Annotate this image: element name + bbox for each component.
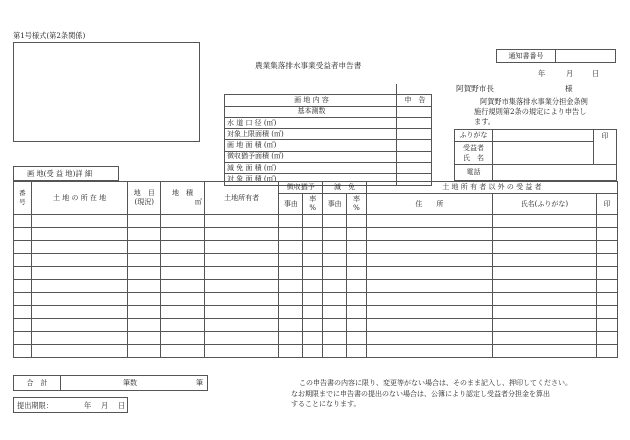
cell-address[interactable] [366, 345, 492, 358]
cell-owner[interactable] [204, 306, 279, 319]
cell-exemption-reason[interactable] [323, 319, 347, 332]
cell-location[interactable] [31, 319, 127, 332]
col-address: 住 所 [366, 194, 492, 215]
cell-area[interactable] [161, 241, 205, 254]
applicant-table [454, 129, 617, 181]
cell-address[interactable] [366, 228, 492, 241]
cell-number[interactable] [14, 319, 32, 332]
col-name-kana: 氏名(ふりがな) [492, 194, 596, 215]
cell-deferment-rate[interactable] [303, 280, 323, 293]
cell-location[interactable] [31, 293, 127, 306]
cell-owner[interactable] [204, 319, 279, 332]
cell-owner[interactable] [204, 267, 279, 280]
cell-number[interactable] [14, 332, 32, 345]
furigana-field[interactable] [493, 130, 594, 142]
cell-address[interactable] [366, 332, 492, 345]
cell-exemption-reason[interactable] [323, 241, 347, 254]
cell-area[interactable] [161, 293, 205, 306]
notice-number-field[interactable] [556, 50, 616, 63]
cell-name-kana[interactable] [492, 267, 596, 280]
declaration-line-2: 施行規則第2条の規定により申告し [474, 107, 587, 116]
cell-exemption-rate[interactable] [347, 319, 367, 332]
cell-address[interactable] [366, 293, 492, 306]
submission-year: 年 [84, 401, 92, 410]
totals-table [13, 375, 208, 391]
area-label-basic: 基本測数 [225, 106, 397, 117]
cell-address[interactable] [366, 280, 492, 293]
col-deferment-rate [303, 194, 323, 215]
cell-location[interactable] [31, 215, 127, 228]
table-row [14, 228, 618, 241]
area-value-basic[interactable] [397, 106, 432, 117]
cell-deferment-reason[interactable] [279, 345, 303, 358]
cell-deferment-rate[interactable] [303, 345, 323, 358]
land-detail-rows [14, 215, 618, 358]
cell-exemption-rate[interactable] [347, 293, 367, 306]
cell-deferment-rate[interactable] [303, 319, 323, 332]
cell-land-category[interactable] [128, 228, 161, 241]
table-row [14, 267, 618, 280]
cell-exemption-reason[interactable] [323, 293, 347, 306]
cell-name-kana[interactable] [492, 254, 596, 267]
col-location-header: 土 地 の 所 在 地 [31, 182, 127, 215]
cell-address[interactable] [366, 241, 492, 254]
cell-location[interactable] [31, 306, 127, 319]
cell-area[interactable] [161, 254, 205, 267]
cell-exemption-reason[interactable] [323, 267, 347, 280]
cell-deferment-reason[interactable] [279, 241, 303, 254]
area-label-deferment-area: 徴収猶予面積 (㎡) [225, 151, 397, 162]
col-exemption-header: 減 免 [323, 182, 367, 194]
cell-land-category[interactable] [128, 254, 161, 267]
beneficiary-label-line2: 氏 名 [463, 154, 484, 162]
cell-exemption-reason[interactable] [323, 215, 347, 228]
beneficiary-name-field[interactable] [493, 142, 594, 165]
form-title: 農業集落排水事業受益者申告書 [255, 61, 362, 70]
cell-exemption-rate[interactable] [347, 280, 367, 293]
cell-number[interactable] [14, 267, 32, 280]
cell-name-kana[interactable] [492, 332, 596, 345]
cell-exemption-rate[interactable] [347, 228, 367, 241]
submission-deadline-label: 提出期限： [17, 401, 53, 410]
cell-deferment-reason[interactable] [279, 319, 303, 332]
table-row [14, 254, 618, 267]
beneficiary-label-line1: 受益者 [463, 144, 484, 152]
table-row [14, 319, 618, 332]
cell-location[interactable] [31, 228, 127, 241]
area-label-upper-limit: 対象上限面積 (㎡) [225, 129, 397, 140]
cell-seal[interactable] [597, 332, 618, 345]
cell-seal[interactable] [597, 293, 618, 306]
footer-note-line2: なお期限までに申告書の提出のない場合は、公簿により認定し受益者分担金を算出 [291, 389, 550, 398]
cell-land-category[interactable] [128, 345, 161, 358]
cell-area[interactable] [161, 345, 205, 358]
cell-land-category[interactable] [128, 215, 161, 228]
col-seal: 印 [597, 194, 618, 215]
cell-owner[interactable] [204, 254, 279, 267]
cell-deferment-reason[interactable] [279, 332, 303, 345]
cell-area[interactable] [161, 228, 205, 241]
col-owner-header: 土地所有者 [204, 182, 279, 215]
cell-exemption-reason[interactable] [323, 280, 347, 293]
cell-seal[interactable] [597, 241, 618, 254]
footer-note-line1: この申告書の内容に限り、変更等がない場合は、そのまま記入し、押印してください。 [299, 379, 572, 387]
exemption-rate-label: 率 [352, 195, 360, 203]
cell-land-category[interactable] [128, 332, 161, 345]
cell-deferment-rate[interactable] [303, 332, 323, 345]
cell-exemption-reason[interactable] [323, 332, 347, 345]
cell-number[interactable] [14, 241, 32, 254]
cell-name-kana[interactable] [492, 280, 596, 293]
col-number-header [14, 182, 32, 215]
cell-exemption-reason[interactable] [323, 228, 347, 241]
cell-owner[interactable] [204, 228, 279, 241]
cell-exemption-rate[interactable] [347, 215, 367, 228]
cell-land-category[interactable] [128, 293, 161, 306]
table-row [14, 345, 618, 358]
area-label: 地 積 [172, 189, 194, 197]
cell-number[interactable] [14, 280, 32, 293]
cell-deferment-rate[interactable] [303, 254, 323, 267]
col-area-header [161, 182, 205, 215]
cell-exemption-reason[interactable] [323, 345, 347, 358]
area-value-lot-area[interactable] [397, 140, 432, 151]
phone-field[interactable] [493, 165, 617, 181]
area-value-upper-limit[interactable] [397, 129, 432, 140]
cell-deferment-rate[interactable] [303, 241, 323, 254]
cell-owner[interactable] [204, 345, 279, 358]
cell-address[interactable] [366, 254, 492, 267]
cell-location[interactable] [31, 241, 127, 254]
totals-count-cell [61, 376, 208, 391]
cell-deferment-reason[interactable] [279, 215, 303, 228]
cell-deferment-reason[interactable] [279, 280, 303, 293]
totals-label: 合 計 [14, 376, 61, 391]
cell-deferment-reason[interactable] [279, 293, 303, 306]
cell-deferment-reason[interactable] [279, 267, 303, 280]
cell-seal[interactable] [597, 254, 618, 267]
cell-land-category[interactable] [128, 306, 161, 319]
furigana-label: ふりがな [455, 130, 493, 142]
area-header-report: 申 告 [397, 95, 432, 106]
area-unit: ㎡ [194, 198, 202, 206]
cell-number[interactable] [14, 254, 32, 267]
declaration-line-3: ます。 [474, 117, 495, 126]
beneficiary-name-label [455, 142, 493, 165]
date-month: 月 [566, 69, 574, 78]
area-value-deferment-area[interactable] [397, 151, 432, 162]
recipient-honorific: 様 [565, 84, 573, 93]
cell-land-category[interactable] [128, 267, 161, 280]
area-value-water-pipe[interactable] [397, 117, 432, 128]
col-deferment-header: 徴収猶予 [279, 182, 323, 194]
cell-exemption-rate[interactable] [347, 345, 367, 358]
cell-name-kana[interactable] [492, 306, 596, 319]
area-header-label: 画 地 内 容 [225, 95, 397, 106]
cell-deferment-rate[interactable] [303, 267, 323, 280]
cell-seal[interactable] [597, 280, 618, 293]
totals-parcel-suffix: 筆 [196, 379, 203, 387]
area-summary-table [224, 84, 432, 186]
cell-number[interactable] [14, 228, 32, 241]
cell-area[interactable] [161, 306, 205, 319]
col-exemption-reason: 事由 [323, 194, 347, 215]
cell-number[interactable] [14, 293, 32, 306]
cell-exemption-rate[interactable] [347, 254, 367, 267]
cell-seal[interactable] [597, 267, 618, 280]
cell-seal[interactable] [597, 319, 618, 332]
detail-section-label: 画 地(受 益 地)詳 細 [27, 169, 93, 178]
land-category-sublabel: (現況) [134, 198, 154, 206]
cell-land-category[interactable] [128, 280, 161, 293]
cell-deferment-reason[interactable] [279, 228, 303, 241]
cell-address[interactable] [366, 306, 492, 319]
cell-owner[interactable] [204, 332, 279, 345]
cell-exemption-reason[interactable] [323, 254, 347, 267]
cell-location[interactable] [31, 267, 127, 280]
cell-address[interactable] [366, 215, 492, 228]
totals-parcel-unit: 筆数 [123, 379, 137, 387]
table-row [14, 332, 618, 345]
cell-owner[interactable] [204, 241, 279, 254]
area-label-exemption-area: 減 免 面 積 (㎡) [225, 163, 397, 174]
cell-exemption-rate[interactable] [347, 241, 367, 254]
area-label-water-pipe: 水 道 口 径 (㎡) [225, 117, 397, 128]
cell-owner[interactable] [204, 215, 279, 228]
cell-location[interactable] [31, 345, 127, 358]
col-land-category-header [128, 182, 161, 215]
cell-exemption-rate[interactable] [347, 332, 367, 345]
form-number: 第1号様式(第2条関係) [13, 31, 86, 40]
cell-location[interactable] [31, 280, 127, 293]
table-row [14, 306, 618, 319]
deferment-rate-unit: % [309, 204, 317, 212]
col-exemption-rate [347, 194, 367, 215]
table-row [14, 280, 618, 293]
table-row [14, 241, 618, 254]
cell-area[interactable] [161, 332, 205, 345]
seal-label: 印 [594, 130, 617, 165]
area-label-lot-area: 画 地 面 積 (㎡) [225, 140, 397, 151]
area-value-exemption-area[interactable] [397, 163, 432, 174]
cell-land-category[interactable] [128, 319, 161, 332]
cell-number[interactable] [14, 345, 32, 358]
cell-deferment-reason[interactable] [279, 254, 303, 267]
submission-day: 日 [118, 401, 126, 410]
notice-number-label: 通知書番号 [497, 50, 556, 63]
cell-seal[interactable] [597, 215, 618, 228]
date-year: 年 [538, 69, 546, 78]
cell-name-kana[interactable] [492, 345, 596, 358]
cell-address[interactable] [366, 319, 492, 332]
cell-seal[interactable] [597, 228, 618, 241]
cell-seal[interactable] [597, 306, 618, 319]
cell-land-category[interactable] [128, 241, 161, 254]
cell-area[interactable] [161, 215, 205, 228]
exemption-rate-unit: % [353, 204, 360, 212]
table-row [14, 293, 618, 306]
cell-location[interactable] [31, 254, 127, 267]
declaration-line-1: 阿賀野市集落排水事業分担金条例 [480, 97, 588, 106]
cell-owner[interactable] [204, 280, 279, 293]
cell-area[interactable] [161, 280, 205, 293]
footer-note-line3: することになります。 [291, 400, 361, 408]
cell-area[interactable] [161, 267, 205, 280]
cell-name-kana[interactable] [492, 241, 596, 254]
land-category-label: 地 目 [133, 189, 155, 197]
cell-deferment-rate[interactable] [303, 228, 323, 241]
cell-name-kana[interactable] [492, 215, 596, 228]
cell-address[interactable] [366, 267, 492, 280]
cell-deferment-rate[interactable] [303, 215, 323, 228]
footer-note [291, 378, 619, 410]
cell-seal[interactable] [597, 345, 618, 358]
cell-exemption-reason[interactable] [323, 306, 347, 319]
col-deferment-reason: 事由 [279, 194, 303, 215]
cell-deferment-rate[interactable] [303, 306, 323, 319]
cell-name-kana[interactable] [492, 319, 596, 332]
reception-box [13, 42, 200, 142]
deferment-rate-label: 率 [309, 195, 317, 203]
cell-exemption-rate[interactable] [347, 306, 367, 319]
table-row [14, 215, 618, 228]
cell-name-kana[interactable] [492, 293, 596, 306]
cell-owner[interactable] [204, 293, 279, 306]
phone-label: 電話 [455, 165, 493, 181]
cell-exemption-rate[interactable] [347, 267, 367, 280]
cell-area[interactable] [161, 319, 205, 332]
cell-number[interactable] [14, 215, 32, 228]
cell-number[interactable] [14, 306, 32, 319]
cell-location[interactable] [31, 332, 127, 345]
recipient-name: 阿賀野市長 [456, 84, 494, 93]
cell-deferment-rate[interactable] [303, 293, 323, 306]
cell-deferment-reason[interactable] [279, 306, 303, 319]
land-detail-table [13, 181, 618, 358]
area-label-target-area: 対 象 面 積 (㎡) [225, 174, 397, 185]
col-other-beneficiary-header: 土 地 所 有 者 以 外 の 受 益 者 [366, 182, 617, 194]
col-number-label: 番号 [19, 189, 26, 206]
submission-month: 月 [101, 401, 109, 410]
date-day: 日 [592, 69, 600, 78]
cell-name-kana[interactable] [492, 228, 596, 241]
notice-number-box [496, 49, 616, 63]
